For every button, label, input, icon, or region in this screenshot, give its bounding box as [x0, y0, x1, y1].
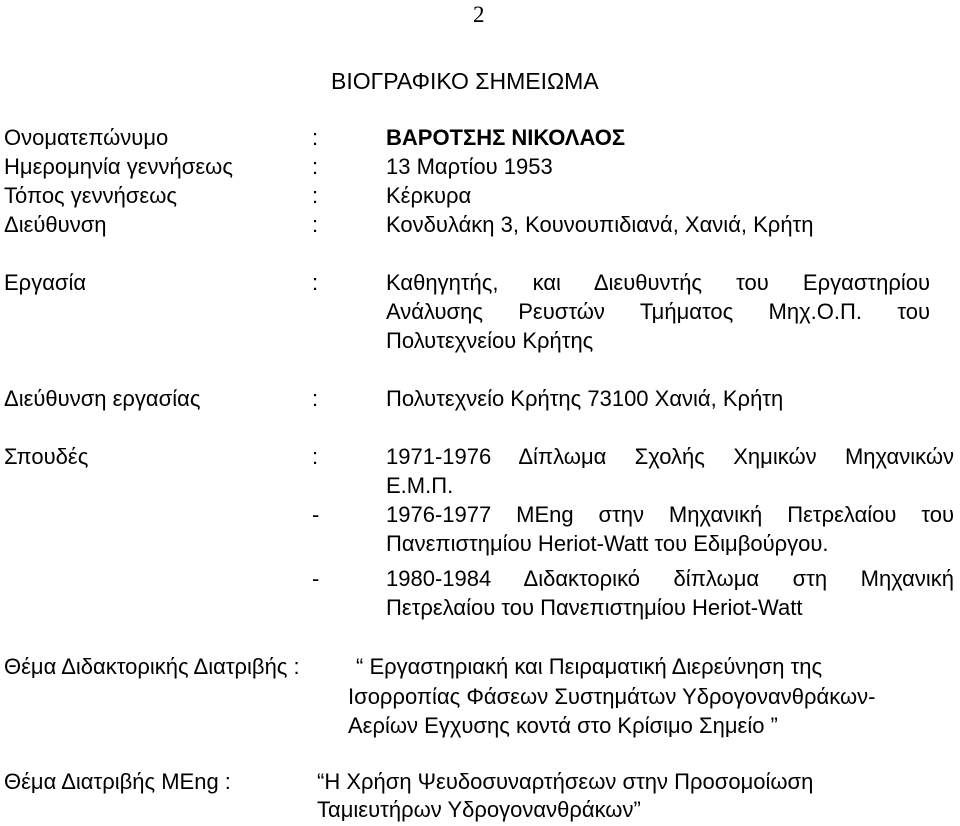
studies-item-1-line-1: 1971-1976 Δίπλωμα Σχολής Χημικών Μηχανικών	[386, 444, 954, 469]
birth-date-label: Ημερομηνία γεννήσεως	[4, 154, 233, 179]
work-line-2: Ανάλυσης Ρευστών Τμήματος Μηχ.Ο.Π. του	[386, 299, 930, 324]
name-value: ΒΑΡΟΤΣΗΣ ΝΙΚΟΛΑΟΣ	[386, 125, 626, 150]
work-label: Εργασία	[4, 270, 87, 295]
meng-thesis-line-1: “Η Χρήση Ψευδοσυναρτήσεων στην Προσομοίωση	[317, 769, 814, 794]
studies-item-2-line-2: Πανεπιστημίου Heriot-Watt του Εδιμβούργου.	[386, 531, 829, 556]
birth-date-separator: :	[312, 154, 319, 179]
phd-thesis-line-2: Ισορροπίας Φάσεων Συστημάτων Υδρογονανθράκων-	[348, 684, 876, 709]
studies-item-1-line-2: Ε.Μ.Π.	[386, 473, 454, 498]
address-separator: :	[312, 212, 319, 237]
work-address-value: Πολυτεχνείο Κρήτης 73100 Χανιά, Κρήτη	[386, 386, 784, 411]
name-label: Ονοματεπώνυμο	[4, 125, 169, 150]
studies-item-3-bullet: -	[312, 566, 320, 591]
meng-thesis-line-2: Ταμιευτήρων Υδρογονανθράκων”	[317, 797, 641, 822]
page-number: 2	[473, 2, 485, 27]
meng-thesis-label: Θέμα Διατριβής MEng :	[4, 769, 231, 794]
studies-item-3-line-2: Πετρελαίου του Πανεπιστημίου Heriot-Watt	[386, 595, 803, 620]
work-address-separator: :	[312, 386, 319, 411]
birth-place-label: Τόπος γεννήσεως	[4, 183, 177, 208]
name-separator: :	[312, 125, 319, 150]
studies-item-2-bullet: -	[312, 502, 320, 527]
address-label: Διεύθυνση	[4, 212, 107, 237]
document-title: ΒΙΟΓΡΑΦΙΚΟ ΣΗΜΕΙΩΜΑ	[331, 68, 599, 94]
phd-thesis-line-1: “ Εργαστηριακή και Πειραματική Διερεύνηση της	[356, 654, 823, 679]
phd-thesis-label: Θέμα Διδακτορικής Διατριβής :	[4, 654, 300, 679]
birth-date-value: 13 Μαρτίου 1953	[386, 154, 553, 179]
phd-thesis-line-3: Αερίων Εγχυσης κοντά στο Κρίσιμο Σημείο ”	[348, 713, 778, 738]
birth-place-value: Κέρκυρα	[386, 183, 472, 208]
studies-item-3-line-1: 1980-1984 Διδακτορικό δίπλωμα στη Μηχανική	[386, 566, 954, 591]
studies-label: Σπουδές	[4, 444, 89, 469]
address-value: Κονδυλάκη 3, Κουνουπιδιανά, Χανιά, Κρήτη	[386, 212, 814, 237]
work-line-3: Πολυτεχνείου Κρήτης	[386, 328, 594, 353]
birth-place-separator: :	[312, 183, 319, 208]
work-separator: :	[312, 270, 319, 295]
work-address-label: Διεύθυνση εργασίας	[4, 386, 201, 411]
studies-separator: :	[312, 444, 319, 469]
studies-item-2-line-1: 1976-1977 MEng στην Μηχανική Πετρελαίου του	[386, 502, 954, 527]
work-line-1: Καθηγητής, και Διευθυντής του Εργαστηρίου	[386, 270, 930, 295]
